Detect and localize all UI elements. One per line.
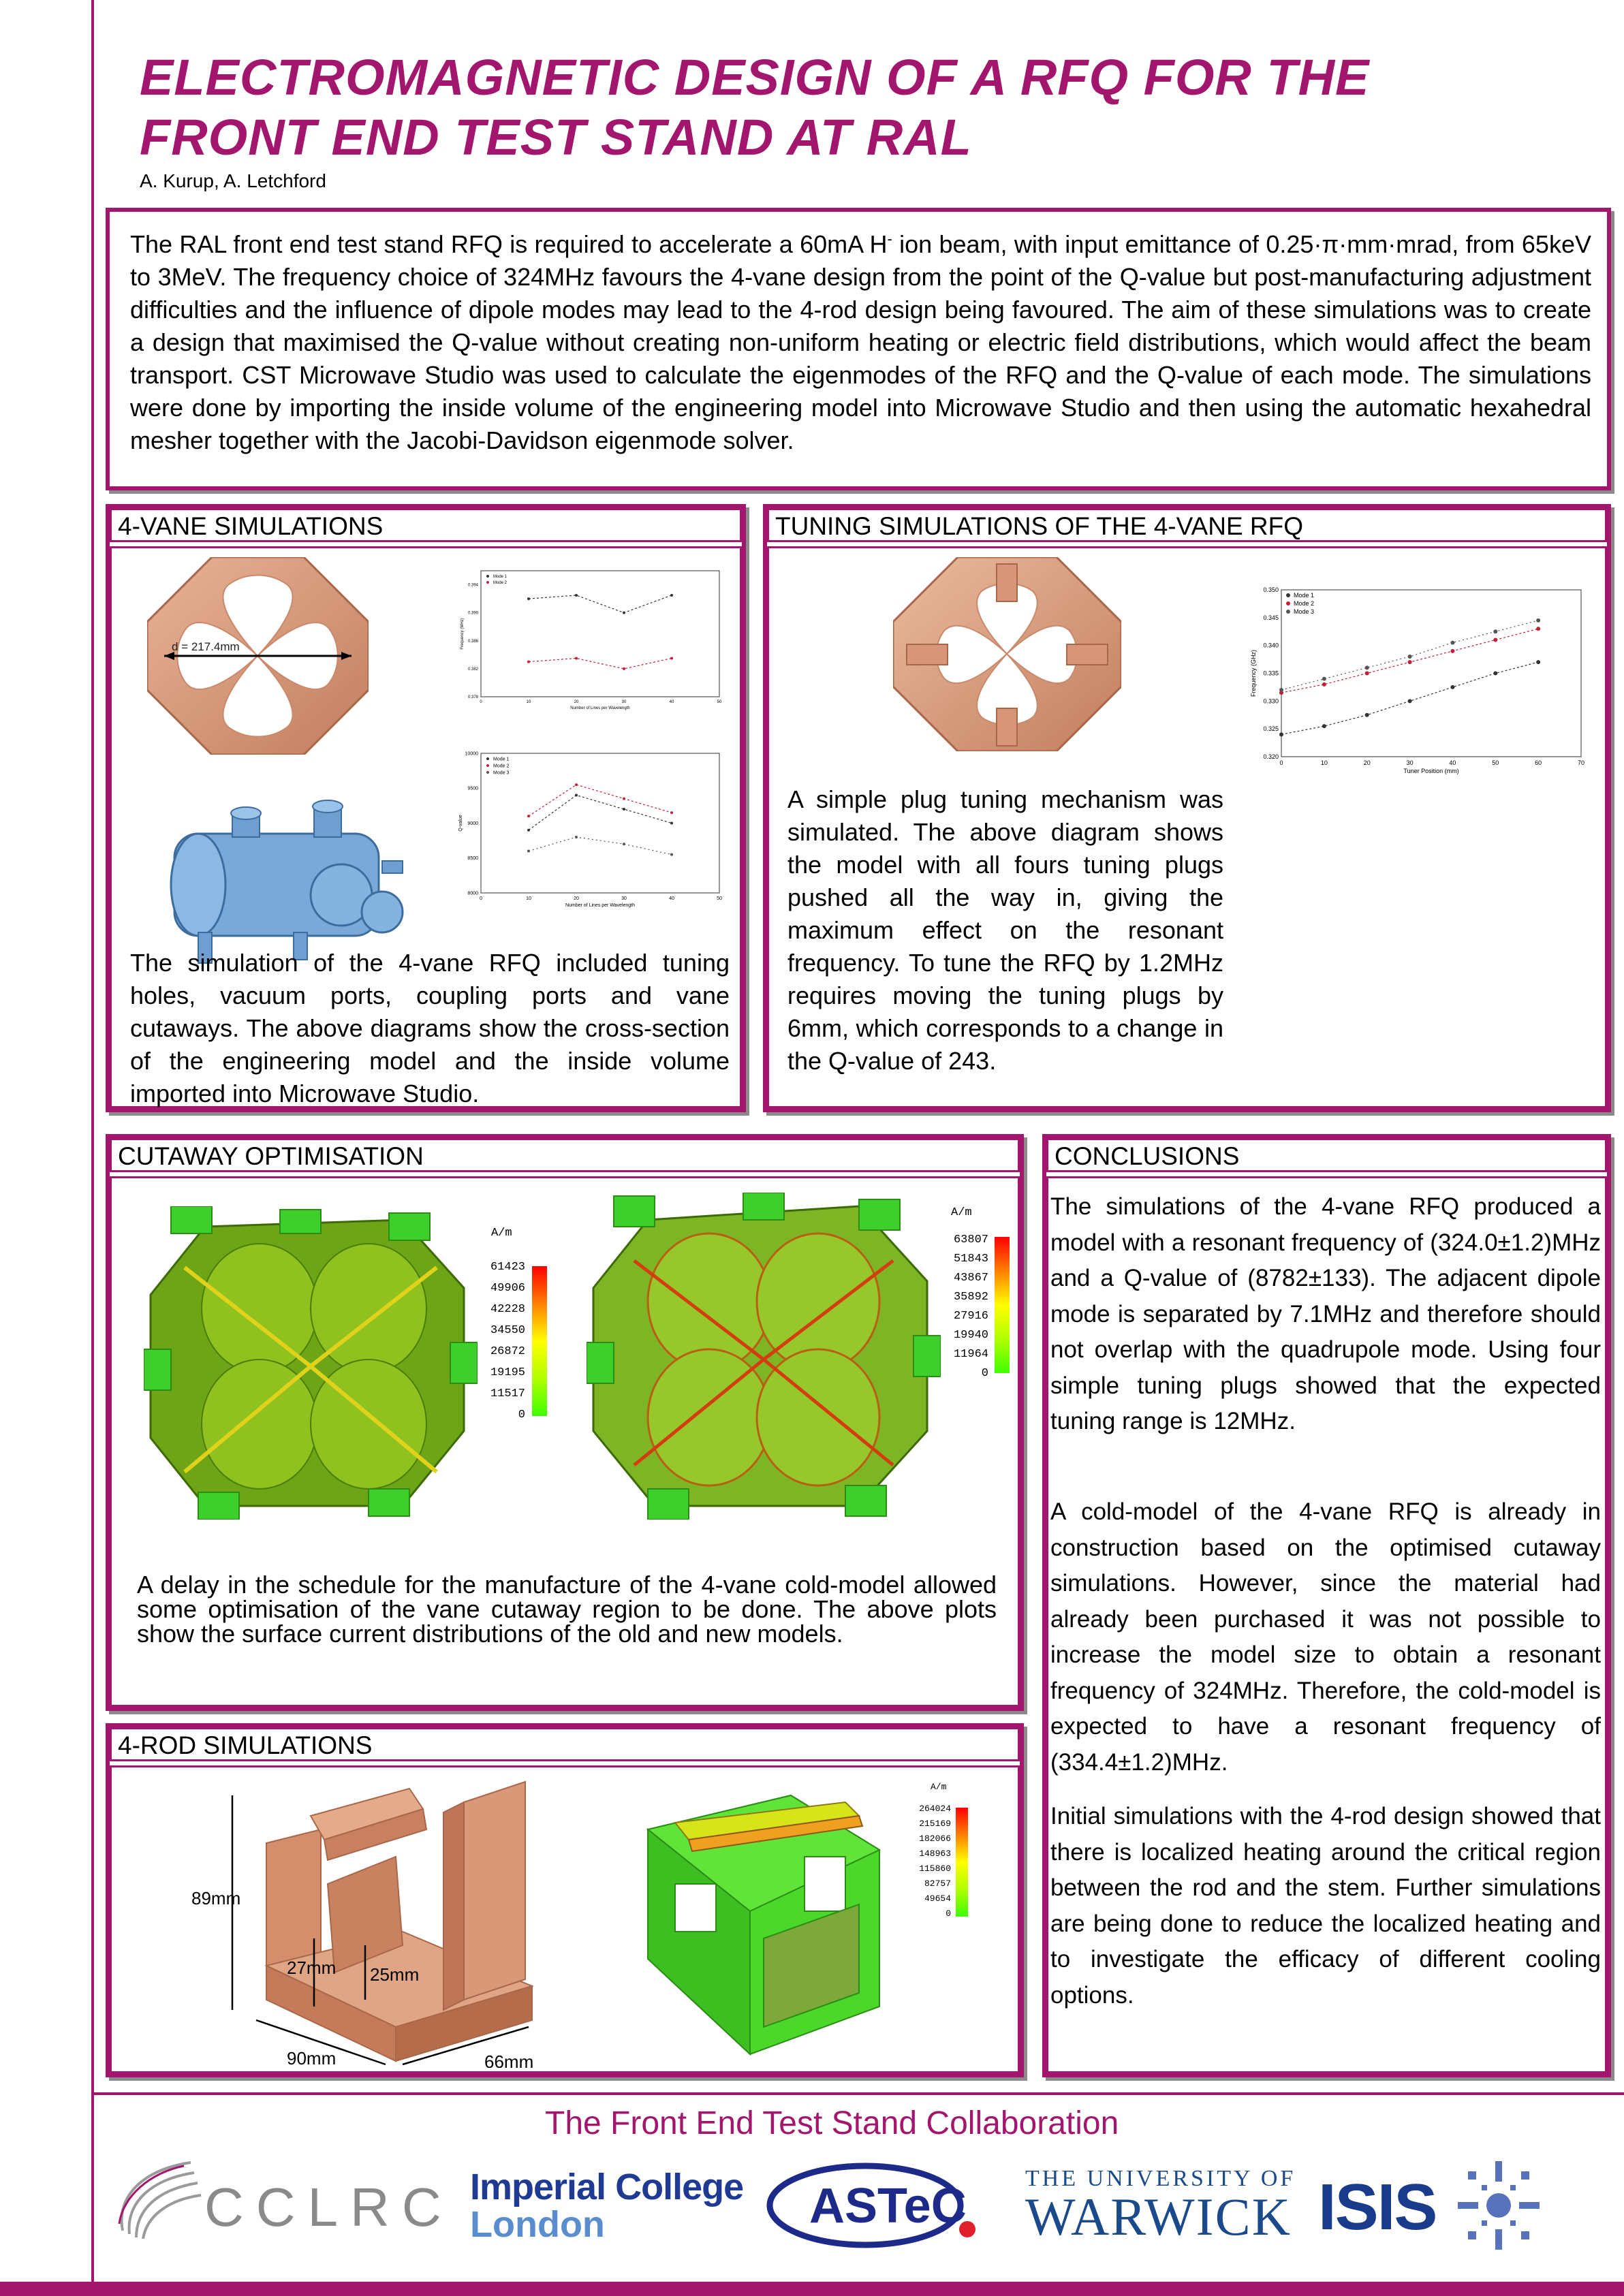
data-point: [1536, 618, 1540, 623]
conclusions-p2: A cold-model of the 4-vane RFQ is already in construction based on the optimised cutaway simulations. However, since the material had already been purchased it was not possible to increase the model size to obtain a resonant frequency of 324MHz. Therefore, the cold-model is expected to have a resonant frequency of (334.4±1.2)MHz.: [1050, 1498, 1601, 1776]
data-point: [527, 850, 530, 853]
data-point: [527, 829, 530, 832]
y-tick-label: 8500: [467, 856, 478, 862]
y-tick-label: 0.320: [1263, 753, 1279, 760]
y-tick-label: 0.340: [1263, 642, 1279, 649]
vane-heading: 4-VANE SIMULATIONS: [118, 512, 384, 540]
authors: A. Kurup, A. Letchford: [140, 170, 326, 191]
y-axis-label: Frequency (MHz): [460, 618, 465, 650]
y-axis-label: Q-value: [458, 815, 463, 832]
legend-gradient-bar: [995, 1237, 1010, 1373]
legend-value: 182066: [919, 1834, 951, 1844]
isis-logo: [1318, 2158, 1577, 2253]
x-tick-label: 50: [1492, 759, 1499, 766]
x-axis-label: Number of Lines per Wavelength: [565, 903, 636, 908]
imperial-logo: [470, 2166, 744, 2245]
data-point: [623, 843, 625, 845]
data-point: [575, 783, 578, 786]
cclrc-swirl-icon: [109, 2156, 204, 2244]
data-point: [575, 836, 578, 838]
data-point: [527, 815, 530, 817]
x-tick-label: 20: [1363, 759, 1371, 766]
data-point: [623, 667, 625, 670]
legend-entry: Mode 3: [1294, 608, 1315, 615]
footer-bar: [0, 2282, 1624, 2296]
x-tick-label: 40: [669, 700, 674, 704]
data-point: [623, 808, 625, 811]
legend-marker: [486, 581, 489, 584]
rod-inner1-label: 27mm: [287, 1957, 337, 1978]
y-tick-label: 0.394: [467, 583, 478, 588]
x-tick-label: 10: [526, 700, 531, 704]
cclrc-logo: [109, 2149, 454, 2251]
legend-value: 43867: [953, 1272, 988, 1285]
y-tick-label: 0.386: [467, 639, 478, 644]
data-point: [1450, 685, 1454, 689]
data-point: [1536, 660, 1540, 664]
astec-logo-text: ASTeC: [809, 2179, 967, 2233]
legend-entry: Mode 3: [493, 770, 510, 776]
legend-entry: Mode 2: [1294, 600, 1315, 607]
y-tick-label: 0.330: [1263, 697, 1279, 705]
warwick-logo-line1: THE UNIVERSITY OF: [1025, 2166, 1296, 2191]
tuning-heading: TUNING SIMULATIONS OF THE 4-VANE RFQ: [775, 512, 1304, 540]
legend-value: 49906: [490, 1282, 525, 1295]
data-point: [1493, 672, 1497, 676]
tuning-section: [763, 504, 1611, 1112]
data-point: [1365, 672, 1369, 676]
data-point: [1408, 655, 1412, 659]
cutaway-heading: CUTAWAY OPTIMISATION: [118, 1142, 424, 1170]
tuning-plug-figure: [893, 557, 1121, 751]
data-point: [575, 594, 578, 597]
legend-value: 264024: [919, 1804, 951, 1814]
title-line-2: FRONT END TEST STAND AT RAL: [140, 109, 972, 166]
legend-entry: Mode 1: [493, 757, 510, 762]
y-tick-label: 9500: [467, 786, 478, 791]
legend-value: 11517: [490, 1387, 525, 1400]
cclrc-logo-text: CCLRC: [204, 2177, 454, 2237]
rod-width-label: 90mm: [287, 2048, 337, 2068]
y-tick-label: 9000: [467, 821, 478, 826]
legend-entry: Mode 1: [1294, 592, 1315, 599]
isis-logo-text: ISIS: [1318, 2171, 1437, 2244]
x-tick-label: 30: [621, 700, 627, 704]
legend-marker: [486, 764, 489, 767]
cutaway-old-model-figure: [144, 1206, 478, 1520]
x-tick-label: 30: [1406, 759, 1414, 766]
data-point: [1408, 660, 1412, 664]
data-point: [527, 661, 530, 663]
x-axis-label: Number of Lines per Wavelength: [570, 706, 630, 710]
rod-current-model-figure: [634, 1782, 934, 2061]
data-point: [1279, 732, 1283, 736]
legend-value: 26872: [490, 1345, 525, 1358]
data-point: [1408, 699, 1412, 703]
plot-area: [1281, 590, 1581, 757]
cutaway-new-model-figure: [587, 1193, 941, 1520]
conclusions-heading: CONCLUSIONS: [1055, 1142, 1240, 1170]
vane-cross-section-figure: [147, 557, 369, 755]
data-point: [1450, 641, 1454, 645]
legend-value: 51843: [953, 1253, 988, 1265]
legend-marker: [1286, 593, 1290, 597]
y-tick-label: 0.325: [1263, 725, 1279, 733]
y-tick-label: 0.378: [467, 695, 478, 699]
isis-burst-icon: [1454, 2158, 1543, 2253]
x-tick-label: 40: [669, 896, 674, 901]
legend-gradient-bar: [532, 1266, 547, 1416]
legend-value: 34550: [490, 1324, 525, 1337]
imperial-logo-line1: Imperial College: [470, 2167, 744, 2207]
legend-unit: A/m: [491, 1227, 512, 1240]
legend-value: 0: [946, 1908, 951, 1919]
title-line-1: ELECTROMAGNETIC DESIGN OF A RFQ FOR THE: [140, 49, 1370, 106]
warwick-logo-line2: WARWICK: [1025, 2187, 1292, 2246]
legend-value: 11964: [953, 1348, 988, 1361]
x-tick-label: 10: [526, 896, 531, 901]
x-tick-label: 50: [717, 700, 722, 704]
collaboration-title: The Front End Test Stand Collaboration: [545, 2105, 1119, 2141]
conclusions-p3: Initial simulations with the 4-rod design showed that there is localized heating around the critical region between the rod and the stem. Further simulations are being done to reduce the localized heating and to investigate the efficacy of different cooling options.: [1050, 1803, 1601, 2009]
cutaway-section: [106, 1134, 1024, 1711]
y-tick-label: 10000: [465, 751, 478, 757]
x-tick-label: 0: [480, 700, 482, 704]
left-border-line: [91, 0, 94, 2296]
legend-value: 35892: [953, 1291, 988, 1304]
data-point: [670, 657, 673, 659]
data-point: [1450, 649, 1454, 653]
conclusions-p1: The simulations of the 4-vane RFQ produced a model with a resonant frequency of (324.0±1.2)MHz and a Q-value of (8782±133). The adjacent dipole mode is separated by 7.1MHz and therefore should not overlap with the quadrupole mode. Using four simple tuning plugs showed that the expected tuning range is 12MHz.: [1050, 1193, 1601, 1434]
data-point: [623, 798, 625, 800]
x-tick-label: 50: [717, 896, 722, 901]
legend-entry: Mode 1: [493, 575, 507, 579]
vane-qvalue-chart: [454, 746, 726, 913]
x-tick-label: 20: [574, 700, 579, 704]
x-tick-label: 0: [1279, 759, 1283, 766]
data-point: [1322, 724, 1326, 728]
data-point: [1365, 665, 1369, 670]
legend-marker: [486, 757, 489, 760]
legend-value: 27916: [953, 1310, 988, 1323]
y-tick-label: 0.345: [1263, 614, 1279, 621]
legend-value: 115860: [919, 1863, 951, 1874]
legend-entry: Mode 2: [493, 764, 510, 769]
x-tick-label: 40: [1449, 759, 1456, 766]
rod-section: [106, 1723, 1024, 2077]
x-tick-label: 0: [480, 896, 482, 901]
legend-unit: A/m: [951, 1206, 972, 1219]
abstract-text: The RAL front end test stand RFQ is required to accelerate a 60mA H- ion beam, with input emittance of 0.25·π·mm·mrad, from 65keV to 3MeV. The frequency choice of 324MHz favours the 4-vane design from the point of the Q-value but post-manufacturing adjustment difficulties and the influence of dipole modes may lead to the 4-rod design being favoured. The aim of these simulations was to create a design that maximised the Q-value without creating non-uniform heating or electric field distributions, which would affect the beam transport. CST Microwave Studio was used to calculate the eigenmodes of the RFQ and the Q-value of each mode. The simulations were done by importing the inside volume of the engineering model into Microwave Studio and then using the automatic hexahedral mesher together with the Jacobi-Davidson eigenmode solver.: [130, 230, 1591, 454]
data-point: [1493, 638, 1497, 642]
data-point: [670, 853, 673, 856]
x-tick-label: 70: [1577, 759, 1585, 766]
plot-area: [481, 753, 719, 893]
legend-unit: A/m: [931, 1782, 947, 1792]
data-point: [670, 822, 673, 825]
plot-area: [481, 571, 719, 697]
y-tick-label: 0.382: [467, 667, 478, 672]
x-tick-label: 60: [1535, 759, 1542, 766]
footer-divider: [91, 2092, 1624, 2095]
legend-value: 215169: [919, 1819, 951, 1829]
legend-gradient-bar: [956, 1808, 968, 1917]
vane-section: [106, 504, 746, 1112]
tuning-text: A simple plug tuning mechanism was simulated. The above diagram shows the model with all fours tuning plugs pushed all the way in, giving the maximum effect on the resonant frequency. To tune the RFQ by 1.2MHz requires moving the tuning plugs by 6mm, which corresponds to a change in the Q-value of 243.: [787, 785, 1223, 1075]
y-tick-label: 0.350: [1263, 586, 1279, 593]
legend-marker: [486, 771, 489, 774]
rod-height-label: 89mm: [191, 1888, 241, 1908]
legend-marker: [486, 575, 489, 578]
imperial-logo-line2: London: [470, 2204, 605, 2245]
legend-value: 49654: [924, 1893, 951, 1904]
x-tick-label: 10: [1320, 759, 1328, 766]
legend-value: 0: [518, 1409, 525, 1421]
rod-heading: 4-ROD SIMULATIONS: [118, 1731, 373, 1759]
conclusions-section: [1042, 1134, 1611, 2077]
legend-value: 82757: [924, 1878, 951, 1889]
data-point: [670, 811, 673, 814]
data-point: [623, 612, 625, 614]
rod-inner2-label: 25mm: [370, 1964, 420, 1985]
data-point: [1279, 688, 1283, 692]
data-point: [527, 597, 530, 600]
abstract-box: [106, 208, 1611, 490]
data-point: [1536, 627, 1540, 631]
rod-depth-label: 66mm: [484, 2051, 534, 2068]
poster-title: [140, 48, 1570, 168]
legend-value: 148963: [919, 1849, 951, 1859]
legend-entry: Mode 2: [493, 581, 507, 585]
data-point: [1365, 713, 1369, 717]
data-point: [575, 794, 578, 797]
rod-copper-model-figure: [191, 1775, 621, 2068]
data-point: [670, 594, 673, 597]
legend-value: 19195: [490, 1366, 525, 1379]
legend-value: 42228: [490, 1303, 525, 1316]
astec-logo: [763, 2158, 981, 2253]
legend-value: 63807: [953, 1233, 988, 1246]
legend-value: 0: [981, 1367, 988, 1380]
y-axis-label: Frequency (GHz): [1250, 649, 1257, 697]
data-point: [1322, 677, 1326, 681]
y-tick-label: 8000: [467, 891, 478, 896]
legend-marker: [1286, 610, 1290, 614]
vane-text: The simulation of the 4-vane RFQ included tuning holes, vacuum ports, coupling ports and vane cutaways. The above diagrams show the cross-section of the engineering model and the inside volume imported into Microwave Studio.: [130, 949, 730, 1107]
vane-diameter-label: d = 217.4mm: [172, 640, 240, 653]
cutaway-text: A delay in the schedule for the manufacture of the 4-vane cold-model allowed some optimisation of the vane cutaway region to be done. The above plots show the surface current distributions of the old and new models.: [137, 1571, 997, 1648]
x-tick-label: 20: [574, 896, 579, 901]
y-tick-label: 0.390: [467, 611, 478, 616]
legend-marker: [1286, 601, 1290, 606]
vane-frequency-chart: [454, 564, 726, 717]
legend-value: 19940: [953, 1329, 988, 1342]
y-tick-label: 0.335: [1263, 670, 1279, 677]
x-axis-label: Tuner Position (mm): [1403, 768, 1459, 774]
data-point: [1493, 629, 1497, 633]
data-point: [575, 657, 578, 659]
warwick-logo: [1025, 2166, 1298, 2248]
legend-value: 61423: [490, 1261, 525, 1274]
tuning-frequency-chart: [1244, 583, 1591, 787]
data-point: [1322, 682, 1326, 687]
x-tick-label: 30: [621, 896, 627, 901]
